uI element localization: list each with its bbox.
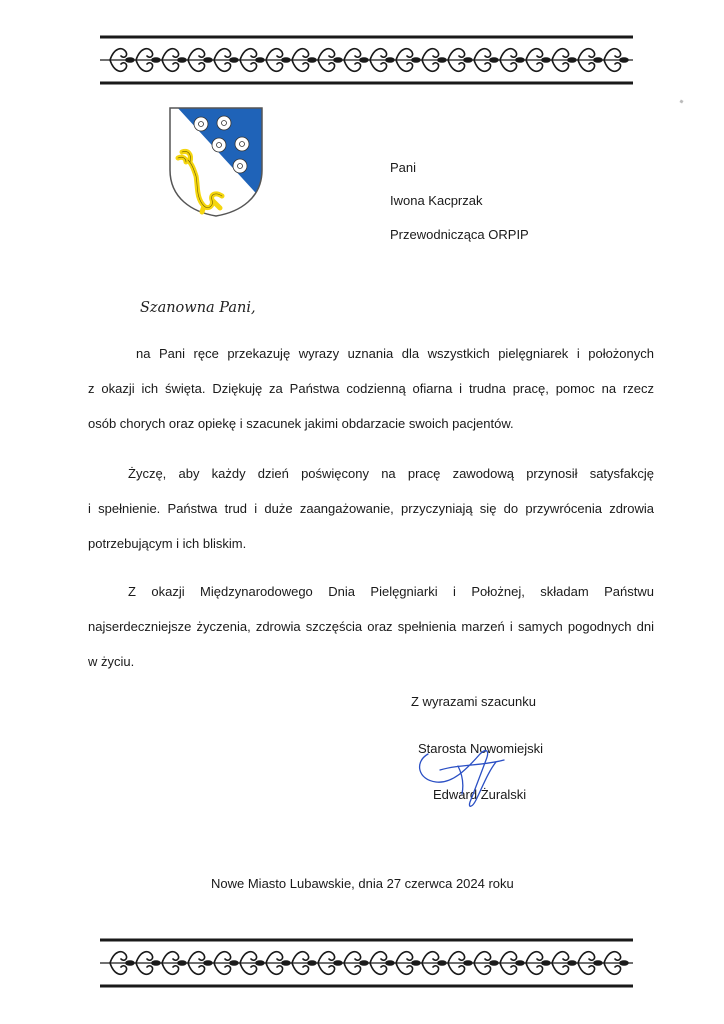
paragraph-line: osób chorych oraz opiekę i szacunek jakimi obdarzacie swoich pacjentów.: [88, 416, 514, 431]
place-and-date: Nowe Miasto Lubawskie, dnia 27 czerwca 2024 roku: [211, 876, 514, 891]
bottom-ornament-border: [100, 937, 633, 989]
recipient-name: Iwona Kacprzak: [390, 193, 483, 208]
scan-speck: [679, 99, 683, 103]
recipient-line-1: Pani: [390, 160, 417, 175]
paragraph-line: Życzę, aby każdy dzień poświęcony na pracę zawodową przynosił satysfakcję: [128, 466, 654, 481]
salutation: Szanowna Pani,: [140, 300, 256, 316]
paragraph-line: Z okazji Międzynarodowego Dnia Pielęgniarki i Położnej, składam Państwu: [128, 584, 654, 599]
paragraph-1: [88, 336, 654, 441]
paragraph-line: potrzebującym i ich bliskim.: [88, 536, 247, 551]
coat-of-arms-icon: [168, 106, 264, 218]
closing-regards: Z wyrazami szacunku: [411, 694, 536, 709]
top-ornament-border: [100, 34, 633, 86]
paragraph-3: [88, 574, 654, 679]
paragraph-2: [88, 456, 654, 561]
recipient-position: Przewodnicząca ORPIP: [390, 227, 529, 242]
handwritten-signature: [400, 740, 520, 810]
paragraph-line: najserdeczniejsze życzenia, zdrowia szczęścia oraz spełnienia marzeń i samych pogodnych dni: [88, 619, 654, 634]
signatory-name: Edward Żuralski: [433, 787, 527, 802]
paragraph-line: i spełnienie. Państwa trud i duże zaangażowanie, przyczyniają się do przywrócenia zdrowia: [88, 501, 654, 516]
paragraph-line: na Pani ręce przekazuję wyrazy uznania dla wszystkich pielęgniarek i położonych: [136, 346, 654, 361]
paragraph-line: w życiu.: [88, 654, 135, 669]
signatory-title: Starosta Nowomiejski: [418, 741, 543, 756]
paragraph-line: z okazji ich święta. Dziękuję za Państwa codzienną ofiarna i trudna pracę, pomoc na rzecz: [88, 381, 654, 396]
